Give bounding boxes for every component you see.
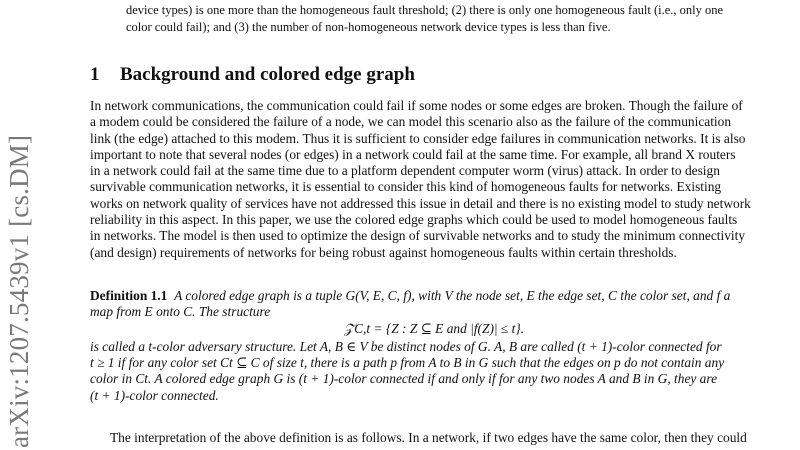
definition-text: A colored edge graph is a tuple G(V, E, C, f), with V the node set, E the edge set, C the color set, and f a	[174, 288, 731, 303]
paragraph-line: a modem could be considered the failure of a node, we can model this scenario also as the failure of the communication	[90, 114, 732, 130]
paragraph-line: (and design) requirements of networks for being robust against homogeneous faults within certain thresholds.	[90, 244, 677, 260]
arxiv-identifier: arXiv:1207.5439v1 [cs.DM]	[4, 134, 34, 448]
interpretation-line: The interpretation of the above definition is as follows. In a network, if two edges have the same color, then they could	[110, 430, 747, 445]
intro-line: color could fail); and (3) the number of non-homogeneous network device types is less than five.	[126, 20, 611, 34]
definition-formula: 𝒵C,t = {Z : Z ⊆ E and |f(Z)| ≤ t}.	[343, 320, 525, 336]
paragraph-line: In network communications, the communication could fail if some nodes or some edges are broken. Though the failure of	[90, 98, 743, 113]
body-paragraph	[90, 98, 800, 261]
arxiv-sidebar	[0, 0, 40, 450]
intro-line: device types) is one more than the homogeneous fault threshold; (2) there is only one homogeneous fault (i.e., only one	[126, 3, 724, 17]
paragraph-line: reliability in this aspect. In this paper, we use the colored edge graphs which could be used to model homogeneous faults	[90, 212, 738, 228]
definition-first-line	[90, 288, 800, 304]
paragraph-line: works on network quality of services have not addressed this issue in detail and there is no existing model to study network	[90, 195, 751, 211]
section-number: 1	[90, 64, 100, 85]
intro-text	[126, 2, 800, 36]
paragraph-line: in a network could fail at the same time due to a platform dependent computer worm (virus) attack. In order to design	[90, 163, 720, 179]
definition-text: color in Ct. A colored edge graph G is (t + 1)-color connected if and only if for any two nodes A and B in G, they are	[90, 371, 718, 387]
section-heading	[90, 64, 415, 86]
paragraph-line: in networks. The model is then used to optimize the design of survivable networks and to study the minimum connectivity	[90, 228, 746, 244]
definition-label: Definition 1.1	[90, 288, 168, 303]
definition-text: map from E onto C. The structure	[90, 304, 271, 320]
definition-text: is called a t-color adversary structure. Let A, B ∈ V be distinct nodes of G. A, B are called (t + 1)-color connected for	[90, 338, 722, 354]
paragraph-line: important to note that several nodes (or edges) in a network could fail at the same time. For example, all brand X routers	[90, 146, 736, 162]
definition-block	[90, 288, 800, 404]
definition-text: (t + 1)-color connected.	[90, 387, 219, 403]
paragraph-line: survivable communication networks, it is essential to consider this kind of homogeneous faults for networks. Existing	[90, 179, 722, 195]
paragraph-line: link (the edge) attached to this modem. Thus it is sufficient to consider edge failures in communication networks. It is also	[90, 130, 746, 146]
section-title: Background and colored edge graph	[120, 64, 415, 85]
definition-text: t ≥ 1 if for any color set Ct ⊆ C of size t, there is a path p from A to B in G such that the edges on p do not contain any	[90, 355, 725, 371]
